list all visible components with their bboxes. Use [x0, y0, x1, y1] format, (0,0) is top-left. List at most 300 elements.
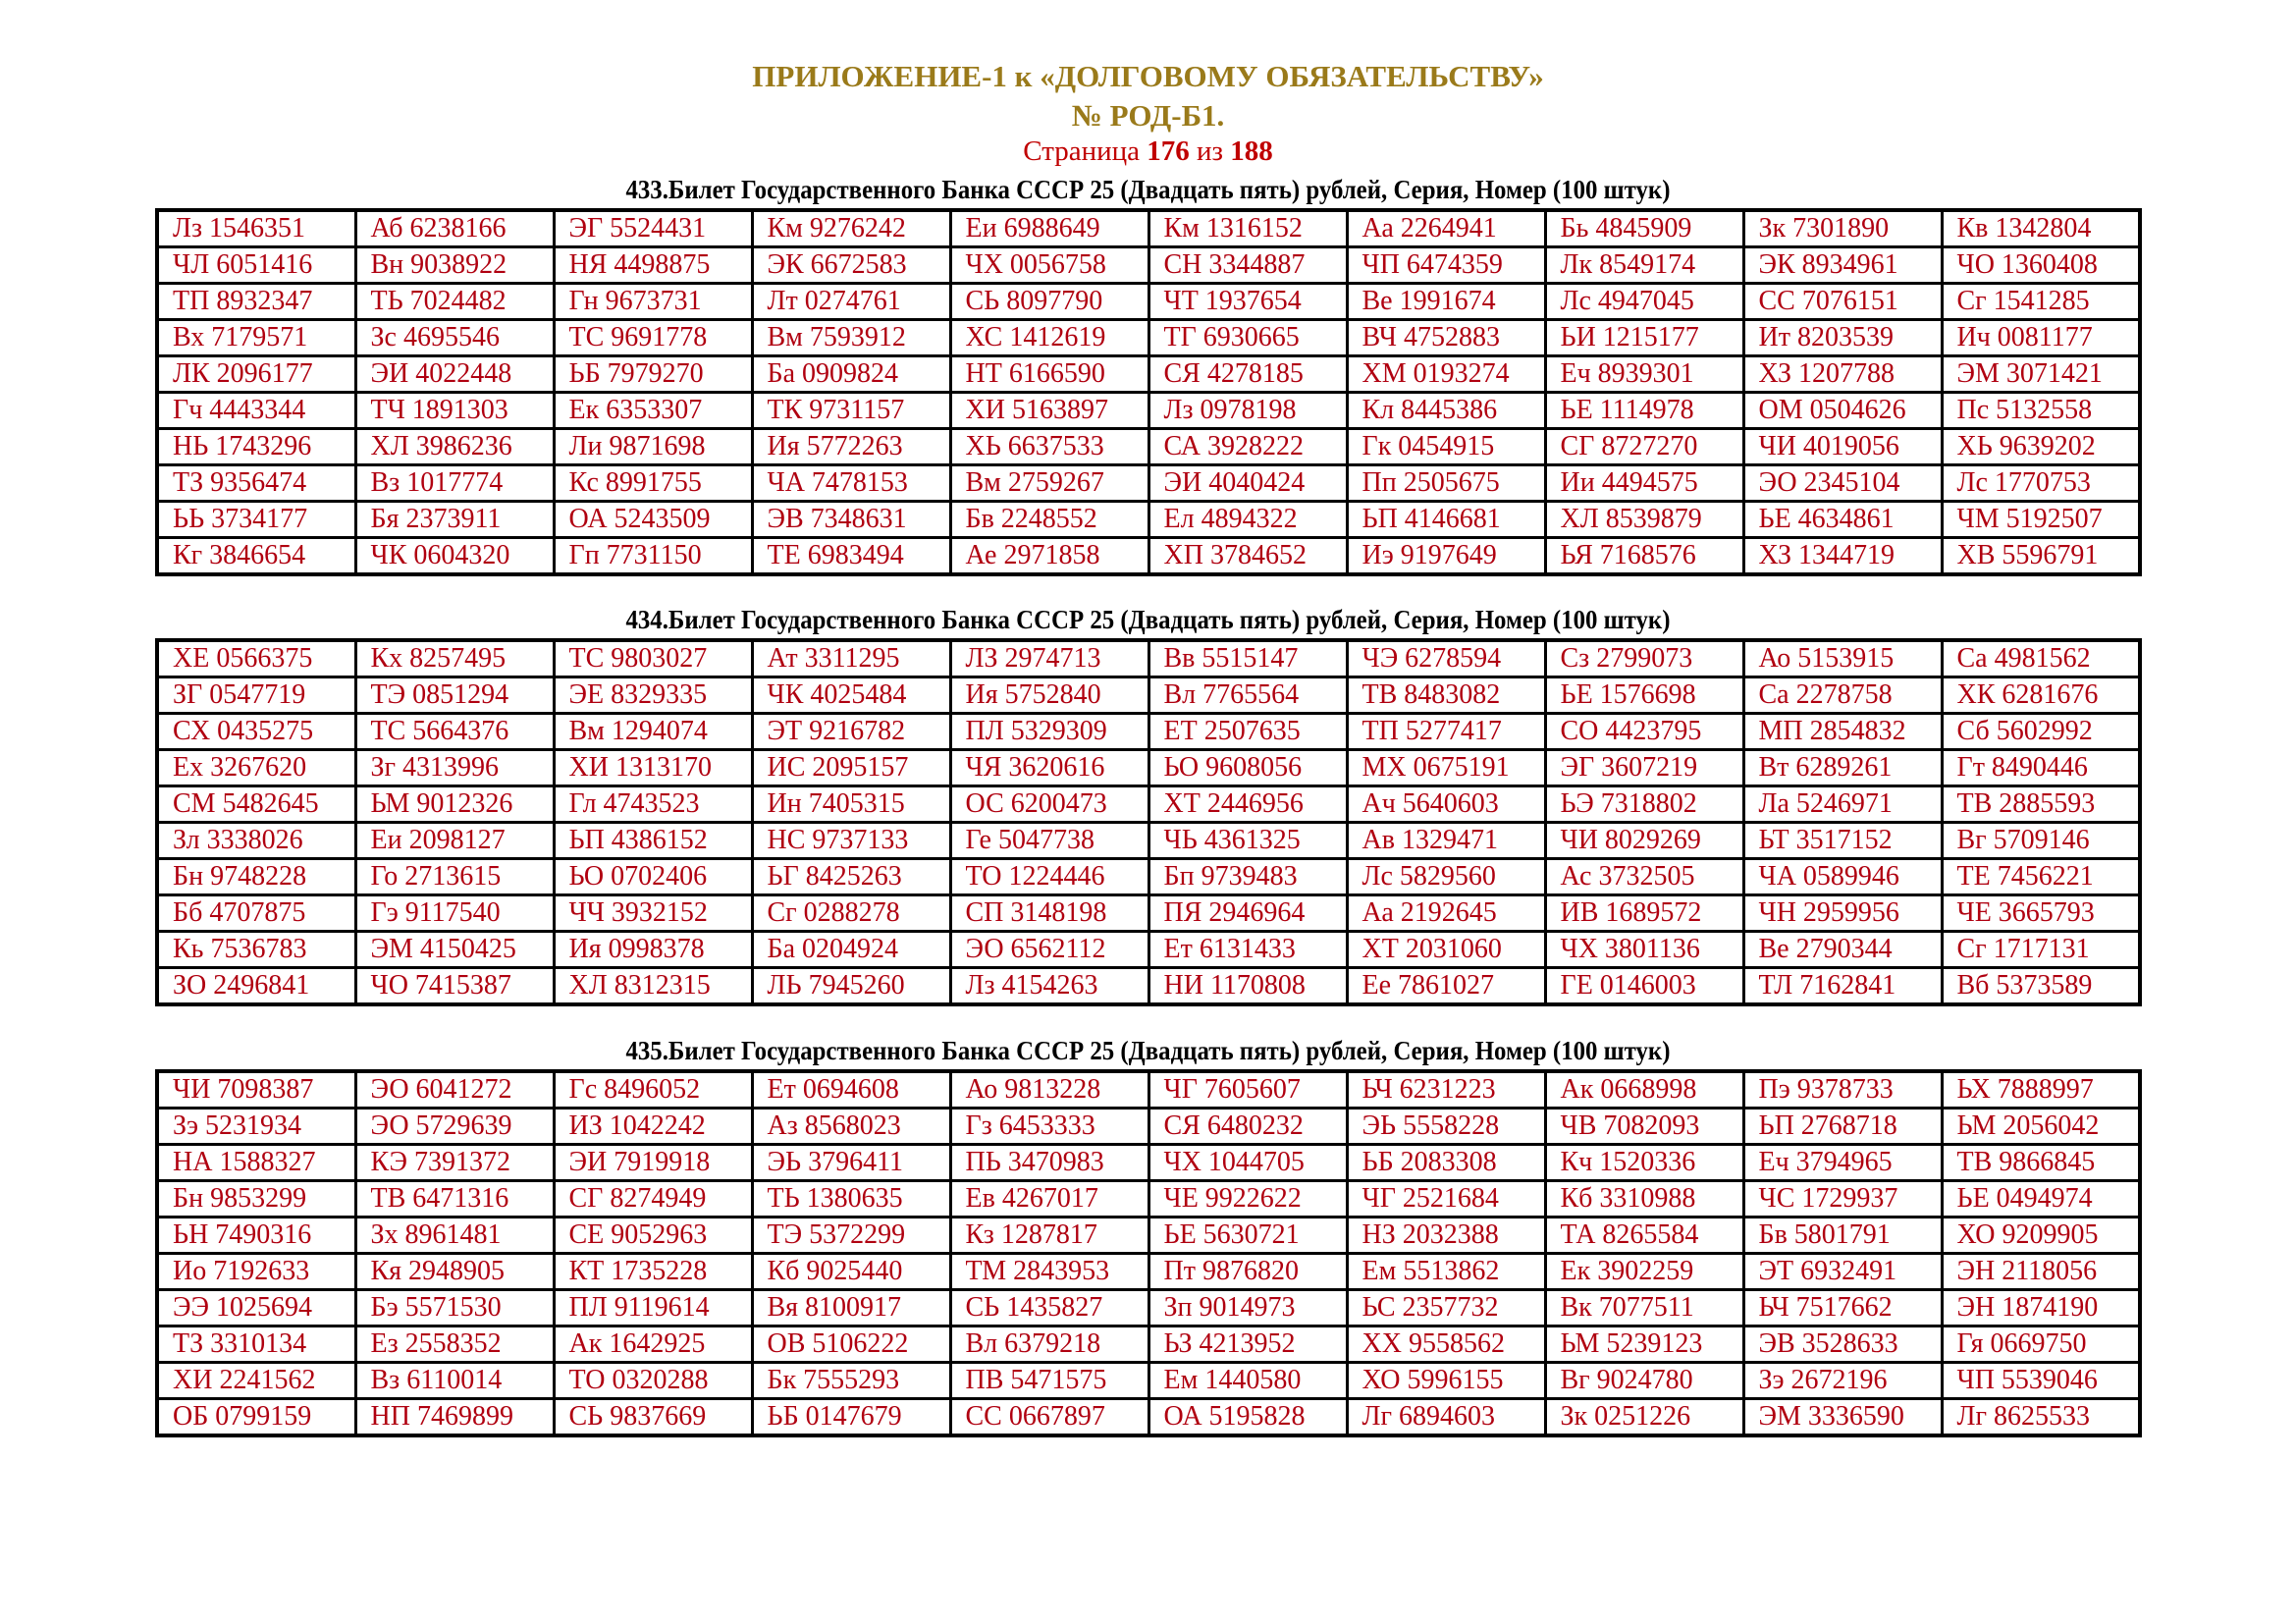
serial-number-cell: ТС 9691778: [554, 320, 752, 356]
serial-number-cell: ЧЯ 3620616: [950, 750, 1148, 786]
serial-number-cell: Бь 4845909: [1545, 210, 1743, 247]
section-heading-434: 434.Билет Государственного Банка СССР 25 (Двадцать пять) рублей, Серия, Номер (100 штук): [625, 605, 1671, 634]
serial-number-cell: Пэ 9378733: [1743, 1071, 1942, 1109]
table-row: [157, 968, 2140, 1005]
serial-number-cell: ЗГ 0547719: [157, 677, 355, 714]
serial-number-cell: Сз 2799073: [1545, 640, 1743, 677]
serial-number-cell: Ав 1329471: [1347, 823, 1545, 859]
serial-number-cell: СС 7076151: [1743, 284, 1942, 320]
table-row: [157, 393, 2140, 429]
serial-number-cell: Км 9276242: [752, 210, 950, 247]
serial-number-cell: Вл 6379218: [950, 1326, 1148, 1363]
serial-number-cell: ЭО 5729639: [355, 1109, 554, 1145]
serial-number-cell: Кг 3846654: [157, 538, 355, 575]
serial-number-cell: ЬМ 5239123: [1545, 1326, 1743, 1363]
table-row: [157, 823, 2140, 859]
serial-number-cell: ПВ 5471575: [950, 1363, 1148, 1399]
serial-number-cell: МХ 0675191: [1347, 750, 1545, 786]
serial-number-cell: ЧП 6474359: [1347, 247, 1545, 284]
serial-number-cell: ХП 3784652: [1148, 538, 1347, 575]
serial-number-cell: ТС 9803027: [554, 640, 752, 677]
serial-number-cell: Зг 4313996: [355, 750, 554, 786]
serial-number-cell: Вз 6110014: [355, 1363, 554, 1399]
serial-number-cell: ЛЗ 2974713: [950, 640, 1148, 677]
serial-number-cell: Сг 1541285: [1942, 284, 2140, 320]
serial-number-cell: ЧГ 7605607: [1148, 1071, 1347, 1109]
serial-number-cell: Зк 7301890: [1743, 210, 1942, 247]
serial-number-cell: ЧН 2959956: [1743, 895, 1942, 932]
page-prefix: Страница: [1023, 135, 1141, 167]
serial-number-cell: ТМ 2843953: [950, 1254, 1148, 1290]
serial-number-cell: ЬХ 7888997: [1942, 1071, 2140, 1109]
serial-number-cell: ЬЕ 0494974: [1942, 1181, 2140, 1218]
serial-number-cell: Кл 8445386: [1347, 393, 1545, 429]
serial-number-cell: ЬЯ 7168576: [1545, 538, 1743, 575]
serial-number-cell: ПЛ 5329309: [950, 714, 1148, 750]
serial-number-cell: ЭМ 3071421: [1942, 356, 2140, 393]
serial-number-cell: ТЧ 1891303: [355, 393, 554, 429]
banknote-table-433: [155, 208, 2142, 576]
table-row: [157, 895, 2140, 932]
serial-number-cell: ЧА 0589946: [1743, 859, 1942, 895]
serial-number-cell: Ае 2971858: [950, 538, 1148, 575]
serial-number-cell: ЧИ 7098387: [157, 1071, 355, 1109]
serial-number-cell: Гэ 9117540: [355, 895, 554, 932]
serial-number-cell: Ет 6131433: [1148, 932, 1347, 968]
table-row: [157, 538, 2140, 575]
serial-number-cell: Еи 2098127: [355, 823, 554, 859]
serial-number-cell: Вм 2759267: [950, 465, 1148, 502]
serial-number-cell: ЬЕ 4634861: [1743, 502, 1942, 538]
serial-number-cell: Ев 4267017: [950, 1181, 1148, 1218]
serial-number-cell: ПЯ 2946964: [1148, 895, 1347, 932]
serial-number-cell: Ио 7192633: [157, 1254, 355, 1290]
page-total: 188: [1230, 135, 1273, 167]
serial-number-cell: Ия 5752840: [950, 677, 1148, 714]
serial-number-cell: ТП 5277417: [1347, 714, 1545, 750]
serial-number-cell: НП 7469899: [355, 1399, 554, 1436]
table-row: [157, 640, 2140, 677]
serial-number-cell: ЧЧ 3932152: [554, 895, 752, 932]
serial-number-cell: Кс 8991755: [554, 465, 752, 502]
serial-number-cell: ЧИ 8029269: [1545, 823, 1743, 859]
serial-number-cell: Аз 8568023: [752, 1109, 950, 1145]
serial-number-cell: Пс 5132558: [1942, 393, 2140, 429]
serial-number-cell: ТЬ 1380635: [752, 1181, 950, 1218]
serial-number-cell: Ба 0909824: [752, 356, 950, 393]
serial-number-cell: Ем 1440580: [1148, 1363, 1347, 1399]
serial-number-cell: Ла 5246971: [1743, 786, 1942, 823]
serial-number-cell: ЭМ 3336590: [1743, 1399, 1942, 1436]
serial-number-cell: ТЕ 7456221: [1942, 859, 2140, 895]
serial-number-cell: Вт 6289261: [1743, 750, 1942, 786]
serial-number-cell: ТВ 6471316: [355, 1181, 554, 1218]
serial-number-cell: Гл 4743523: [554, 786, 752, 823]
table-row: [157, 1109, 2140, 1145]
serial-number-cell: ТГ 6930665: [1148, 320, 1347, 356]
serial-number-cell: Бв 5801791: [1743, 1218, 1942, 1254]
serial-number-cell: СО 4423795: [1545, 714, 1743, 750]
serial-number-cell: ТС 5664376: [355, 714, 554, 750]
banknote-table-435: [155, 1069, 2142, 1437]
serial-number-cell: СА 3928222: [1148, 429, 1347, 465]
serial-number-cell: Бн 9748228: [157, 859, 355, 895]
serial-number-cell: ХЛ 3986236: [355, 429, 554, 465]
serial-number-cell: ЧХ 0056758: [950, 247, 1148, 284]
serial-number-cell: СЬ 1435827: [950, 1290, 1148, 1326]
table-row: [157, 356, 2140, 393]
table-row: [157, 1326, 2140, 1363]
serial-number-cell: ЭН 2118056: [1942, 1254, 2140, 1290]
serial-number-cell: Са 2278758: [1743, 677, 1942, 714]
serial-number-cell: Ин 7405315: [752, 786, 950, 823]
page-separator: из: [1197, 135, 1224, 167]
serial-number-cell: КЭ 7391372: [355, 1145, 554, 1181]
serial-number-cell: ОС 6200473: [950, 786, 1148, 823]
serial-number-cell: Вк 7077511: [1545, 1290, 1743, 1326]
serial-number-cell: ЧЛ 6051416: [157, 247, 355, 284]
table-row: [157, 247, 2140, 284]
table-row: [157, 1071, 2140, 1109]
serial-number-cell: Ли 9871698: [554, 429, 752, 465]
serial-number-cell: ЧЕ 9922622: [1148, 1181, 1347, 1218]
serial-number-cell: ЧЕ 3665793: [1942, 895, 2140, 932]
serial-number-cell: ЭН 1874190: [1942, 1290, 2140, 1326]
serial-number-cell: Бв 2248552: [950, 502, 1148, 538]
serial-number-cell: Бб 4707875: [157, 895, 355, 932]
serial-number-cell: Ия 0998378: [554, 932, 752, 968]
serial-number-cell: Бк 7555293: [752, 1363, 950, 1399]
serial-number-cell: ЧГ 2521684: [1347, 1181, 1545, 1218]
serial-number-cell: ТЗ 9356474: [157, 465, 355, 502]
serial-number-cell: Гя 0669750: [1942, 1326, 2140, 1363]
page-indicator: [0, 135, 2296, 168]
serial-number-cell: ТК 9731157: [752, 393, 950, 429]
serial-number-cell: ЭО 2345104: [1743, 465, 1942, 502]
table-row: [157, 1218, 2140, 1254]
serial-number-cell: ЛК 2096177: [157, 356, 355, 393]
serial-number-cell: СП 3148198: [950, 895, 1148, 932]
serial-number-cell: ЛЬ 7945260: [752, 968, 950, 1005]
table-row: [157, 714, 2140, 750]
serial-number-cell: Бн 9853299: [157, 1181, 355, 1218]
serial-number-cell: Вг 9024780: [1545, 1363, 1743, 1399]
serial-number-cell: ЬИ 1215177: [1545, 320, 1743, 356]
serial-number-cell: ЧО 7415387: [355, 968, 554, 1005]
serial-number-cell: Зп 9014973: [1148, 1290, 1347, 1326]
serial-number-cell: СМ 5482645: [157, 786, 355, 823]
serial-number-cell: ТЬ 7024482: [355, 284, 554, 320]
serial-number-cell: Вн 9038922: [355, 247, 554, 284]
serial-number-cell: СС 0667897: [950, 1399, 1148, 1436]
serial-number-cell: Вб 5373589: [1942, 968, 2140, 1005]
serial-number-cell: ЬМ 2056042: [1942, 1109, 2140, 1145]
serial-number-cell: ЬН 7490316: [157, 1218, 355, 1254]
serial-number-cell: Ао 5153915: [1743, 640, 1942, 677]
serial-number-cell: ИС 2095157: [752, 750, 950, 786]
serial-number-cell: СГ 8274949: [554, 1181, 752, 1218]
serial-number-cell: ЗО 2496841: [157, 968, 355, 1005]
serial-number-cell: ХВ 5596791: [1942, 538, 2140, 575]
serial-number-cell: ТО 0320288: [554, 1363, 752, 1399]
section-heading-435: 435.Билет Государственного Банка СССР 25 (Двадцать пять) рублей, Серия, Номер (100 штук): [625, 1036, 1671, 1065]
table-row: [157, 1290, 2140, 1326]
serial-number-cell: ЧА 7478153: [752, 465, 950, 502]
serial-number-cell: ХЗ 1207788: [1743, 356, 1942, 393]
serial-number-cell: ХХ 9558562: [1347, 1326, 1545, 1363]
serial-number-cell: Зэ 5231934: [157, 1109, 355, 1145]
serial-number-cell: Аа 2264941: [1347, 210, 1545, 247]
serial-number-cell: Зк 0251226: [1545, 1399, 1743, 1436]
serial-number-cell: ТВ 2885593: [1942, 786, 2140, 823]
serial-number-cell: ЭВ 3528633: [1743, 1326, 1942, 1363]
serial-number-cell: ЬЕ 1114978: [1545, 393, 1743, 429]
serial-number-cell: ИЗ 1042242: [554, 1109, 752, 1145]
serial-number-cell: ХЛ 8312315: [554, 968, 752, 1005]
serial-number-cell: СН 3344887: [1148, 247, 1347, 284]
serial-number-cell: Еи 6988649: [950, 210, 1148, 247]
serial-number-cell: ЧК 4025484: [752, 677, 950, 714]
serial-number-cell: Вл 7765564: [1148, 677, 1347, 714]
serial-number-cell: Ии 4494575: [1545, 465, 1743, 502]
serial-number-cell: Аа 2192645: [1347, 895, 1545, 932]
table-row: [157, 1254, 2140, 1290]
serial-number-cell: Ия 5772263: [752, 429, 950, 465]
serial-number-cell: ТЕ 6983494: [752, 538, 950, 575]
table-row: [157, 932, 2140, 968]
serial-number-cell: СЬ 8097790: [950, 284, 1148, 320]
serial-number-cell: Ех 3267620: [157, 750, 355, 786]
serial-number-cell: ХО 5996155: [1347, 1363, 1545, 1399]
serial-number-cell: ХК 6281676: [1942, 677, 2140, 714]
serial-number-cell: Ач 5640603: [1347, 786, 1545, 823]
serial-number-cell: Лг 6894603: [1347, 1399, 1545, 1436]
table-row: [157, 429, 2140, 465]
serial-number-cell: ЧМ 5192507: [1942, 502, 2140, 538]
serial-number-cell: Го 2713615: [355, 859, 554, 895]
serial-number-cell: Ат 3311295: [752, 640, 950, 677]
table-row: [157, 750, 2140, 786]
serial-number-cell: ЭК 8934961: [1743, 247, 1942, 284]
serial-number-cell: ЧТ 1937654: [1148, 284, 1347, 320]
serial-number-cell: Вм 7593912: [752, 320, 950, 356]
serial-number-cell: ЭЕ 8329335: [554, 677, 752, 714]
serial-number-cell: ТП 8932347: [157, 284, 355, 320]
serial-number-cell: ПЛ 9119614: [554, 1290, 752, 1326]
serial-number-cell: Сг 0288278: [752, 895, 950, 932]
serial-number-cell: ЬЧ 6231223: [1347, 1071, 1545, 1109]
serial-number-cell: Км 1316152: [1148, 210, 1347, 247]
serial-number-cell: ЧИ 4019056: [1743, 429, 1942, 465]
serial-number-cell: Ет 0694608: [752, 1071, 950, 1109]
serial-number-cell: Лз 4154263: [950, 968, 1148, 1005]
serial-number-cell: Лг 8625533: [1942, 1399, 2140, 1436]
serial-number-cell: Вм 1294074: [554, 714, 752, 750]
serial-number-cell: Ич 0081177: [1942, 320, 2140, 356]
serial-number-cell: ХИ 2241562: [157, 1363, 355, 1399]
serial-number-cell: ТО 1224446: [950, 859, 1148, 895]
serial-number-cell: ЭИ 4022448: [355, 356, 554, 393]
serial-number-cell: ОВ 5106222: [752, 1326, 950, 1363]
serial-number-cell: Гч 4443344: [157, 393, 355, 429]
serial-number-cell: Ве 2790344: [1743, 932, 1942, 968]
serial-number-cell: ЭИ 7919918: [554, 1145, 752, 1181]
serial-number-cell: НС 9737133: [752, 823, 950, 859]
serial-number-cell: ЭЭ 1025694: [157, 1290, 355, 1326]
serial-number-cell: Ел 4894322: [1148, 502, 1347, 538]
serial-number-cell: ГЕ 0146003: [1545, 968, 1743, 1005]
table-row: [157, 1181, 2140, 1218]
serial-number-cell: ОМ 0504626: [1743, 393, 1942, 429]
section-heading-433: 433.Билет Государственного Банка СССР 25 (Двадцать пять) рублей, Серия, Номер (100 штук): [625, 175, 1671, 204]
serial-number-cell: ЭВ 7348631: [752, 502, 950, 538]
serial-number-cell: ТЭ 5372299: [752, 1218, 950, 1254]
serial-number-cell: ЬБ 0147679: [752, 1399, 950, 1436]
serial-number-cell: СЕ 9052963: [554, 1218, 752, 1254]
serial-number-cell: ЬП 4146681: [1347, 502, 1545, 538]
serial-number-cell: Бэ 5571530: [355, 1290, 554, 1326]
serial-number-cell: Ек 3902259: [1545, 1254, 1743, 1290]
serial-number-cell: ХМ 0193274: [1347, 356, 1545, 393]
serial-number-cell: ХИ 1313170: [554, 750, 752, 786]
serial-number-cell: СГ 8727270: [1545, 429, 1743, 465]
serial-number-cell: ХО 9209905: [1942, 1218, 2140, 1254]
serial-number-cell: ОБ 0799159: [157, 1399, 355, 1436]
serial-number-cell: Бя 2373911: [355, 502, 554, 538]
document-title: ПРИЛОЖЕНИЕ-1 к «ДОЛГОВОМУ ОБЯЗАТЕЛЬСТВУ»: [752, 59, 1544, 93]
serial-number-cell: Зэ 2672196: [1743, 1363, 1942, 1399]
serial-number-cell: ЬБ 2083308: [1347, 1145, 1545, 1181]
serial-number-cell: Ит 8203539: [1743, 320, 1942, 356]
serial-number-cell: Гз 6453333: [950, 1109, 1148, 1145]
serial-number-cell: НТ 6166590: [950, 356, 1148, 393]
serial-number-cell: ЭТ 9216782: [752, 714, 950, 750]
table-row: [157, 786, 2140, 823]
serial-number-cell: Гс 8496052: [554, 1071, 752, 1109]
serial-number-cell: СЯ 6480232: [1148, 1109, 1347, 1145]
serial-number-cell: НИ 1170808: [1148, 968, 1347, 1005]
serial-number-cell: Кз 1287817: [950, 1218, 1148, 1254]
serial-number-cell: Пп 2505675: [1347, 465, 1545, 502]
serial-number-cell: ПЬ 3470983: [950, 1145, 1148, 1181]
serial-number-cell: ТВ 8483082: [1347, 677, 1545, 714]
serial-number-cell: Ас 3732505: [1545, 859, 1743, 895]
serial-number-cell: Кч 1520336: [1545, 1145, 1743, 1181]
serial-number-cell: Зх 8961481: [355, 1218, 554, 1254]
serial-number-cell: НЯ 4498875: [554, 247, 752, 284]
serial-number-cell: Ек 6353307: [554, 393, 752, 429]
serial-number-cell: ТВ 9866845: [1942, 1145, 2140, 1181]
table-row: [157, 284, 2140, 320]
table-row: [157, 502, 2140, 538]
serial-number-cell: ЭМ 4150425: [355, 932, 554, 968]
serial-number-cell: СХ 0435275: [157, 714, 355, 750]
serial-number-cell: ИВ 1689572: [1545, 895, 1743, 932]
serial-number-cell: Са 4981562: [1942, 640, 2140, 677]
serial-number-cell: Ге 5047738: [950, 823, 1148, 859]
table-row: [157, 677, 2140, 714]
serial-number-cell: ВЧ 4752883: [1347, 320, 1545, 356]
serial-number-cell: Вг 5709146: [1942, 823, 2140, 859]
serial-number-cell: ЭК 6672583: [752, 247, 950, 284]
table-row: [157, 210, 2140, 247]
serial-number-cell: Ак 0668998: [1545, 1071, 1743, 1109]
table-row: [157, 859, 2140, 895]
serial-number-cell: Гк 0454915: [1347, 429, 1545, 465]
serial-number-cell: Гн 9673731: [554, 284, 752, 320]
serial-number-cell: ЭТ 6932491: [1743, 1254, 1942, 1290]
serial-number-cell: ХИ 5163897: [950, 393, 1148, 429]
serial-number-cell: Ак 1642925: [554, 1326, 752, 1363]
page-current: 176: [1147, 135, 1190, 167]
serial-number-cell: Кб 9025440: [752, 1254, 950, 1290]
serial-number-cell: ЬЬ 3734177: [157, 502, 355, 538]
serial-number-cell: ЬЭ 7318802: [1545, 786, 1743, 823]
table-row: [157, 465, 2140, 502]
table-row: [157, 1363, 2140, 1399]
serial-number-cell: Кх 8257495: [355, 640, 554, 677]
serial-number-cell: Лз 0978198: [1148, 393, 1347, 429]
serial-number-cell: ЭГ 3607219: [1545, 750, 1743, 786]
serial-number-cell: ЬБ 7979270: [554, 356, 752, 393]
serial-number-cell: ЧВ 7082093: [1545, 1109, 1743, 1145]
serial-number-cell: ЕТ 2507635: [1148, 714, 1347, 750]
serial-number-cell: ЬМ 9012326: [355, 786, 554, 823]
serial-number-cell: Лт 0274761: [752, 284, 950, 320]
serial-number-cell: ЬО 0702406: [554, 859, 752, 895]
serial-number-cell: Вз 1017774: [355, 465, 554, 502]
serial-number-cell: ЧХ 1044705: [1148, 1145, 1347, 1181]
serial-number-cell: ХЕ 0566375: [157, 640, 355, 677]
serial-number-cell: Вх 7179571: [157, 320, 355, 356]
serial-number-cell: НЗ 2032388: [1347, 1218, 1545, 1254]
serial-number-cell: Пт 9876820: [1148, 1254, 1347, 1290]
serial-number-cell: Лс 5829560: [1347, 859, 1545, 895]
serial-number-cell: ЭГ 5524431: [554, 210, 752, 247]
serial-number-cell: Зс 4695546: [355, 320, 554, 356]
serial-number-cell: Лз 1546351: [157, 210, 355, 247]
serial-number-cell: Гт 8490446: [1942, 750, 2140, 786]
serial-number-cell: Лк 8549174: [1545, 247, 1743, 284]
serial-number-cell: Гп 7731150: [554, 538, 752, 575]
serial-number-cell: ЬЧ 7517662: [1743, 1290, 1942, 1326]
serial-number-cell: Лс 4947045: [1545, 284, 1743, 320]
serial-number-cell: ЬТ 3517152: [1743, 823, 1942, 859]
serial-number-cell: ЧЬ 4361325: [1148, 823, 1347, 859]
serial-number-cell: ХЛ 8539879: [1545, 502, 1743, 538]
serial-number-cell: ЬС 2357732: [1347, 1290, 1545, 1326]
serial-number-cell: ЧЭ 6278594: [1347, 640, 1545, 677]
serial-number-cell: Иэ 9197649: [1347, 538, 1545, 575]
serial-number-cell: ЬЗ 4213952: [1148, 1326, 1347, 1363]
document-number: № РОД-Б1.: [1071, 98, 1225, 133]
serial-number-cell: ЬО 9608056: [1148, 750, 1347, 786]
serial-number-cell: ЧХ 3801136: [1545, 932, 1743, 968]
serial-number-cell: ЭИ 4040424: [1148, 465, 1347, 502]
serial-number-cell: ЭЬ 5558228: [1347, 1109, 1545, 1145]
serial-number-cell: ХЬ 6637533: [950, 429, 1148, 465]
serial-number-cell: СЬ 9837669: [554, 1399, 752, 1436]
serial-number-cell: ЬЕ 5630721: [1148, 1218, 1347, 1254]
serial-number-cell: ЭО 6562112: [950, 932, 1148, 968]
serial-number-cell: ЬЕ 1576698: [1545, 677, 1743, 714]
serial-number-cell: МП 2854832: [1743, 714, 1942, 750]
serial-number-cell: Бп 9739483: [1148, 859, 1347, 895]
serial-number-cell: ЬП 4386152: [554, 823, 752, 859]
serial-number-cell: Ба 0204924: [752, 932, 950, 968]
serial-number-cell: Сг 1717131: [1942, 932, 2140, 968]
serial-number-cell: Вв 5515147: [1148, 640, 1347, 677]
